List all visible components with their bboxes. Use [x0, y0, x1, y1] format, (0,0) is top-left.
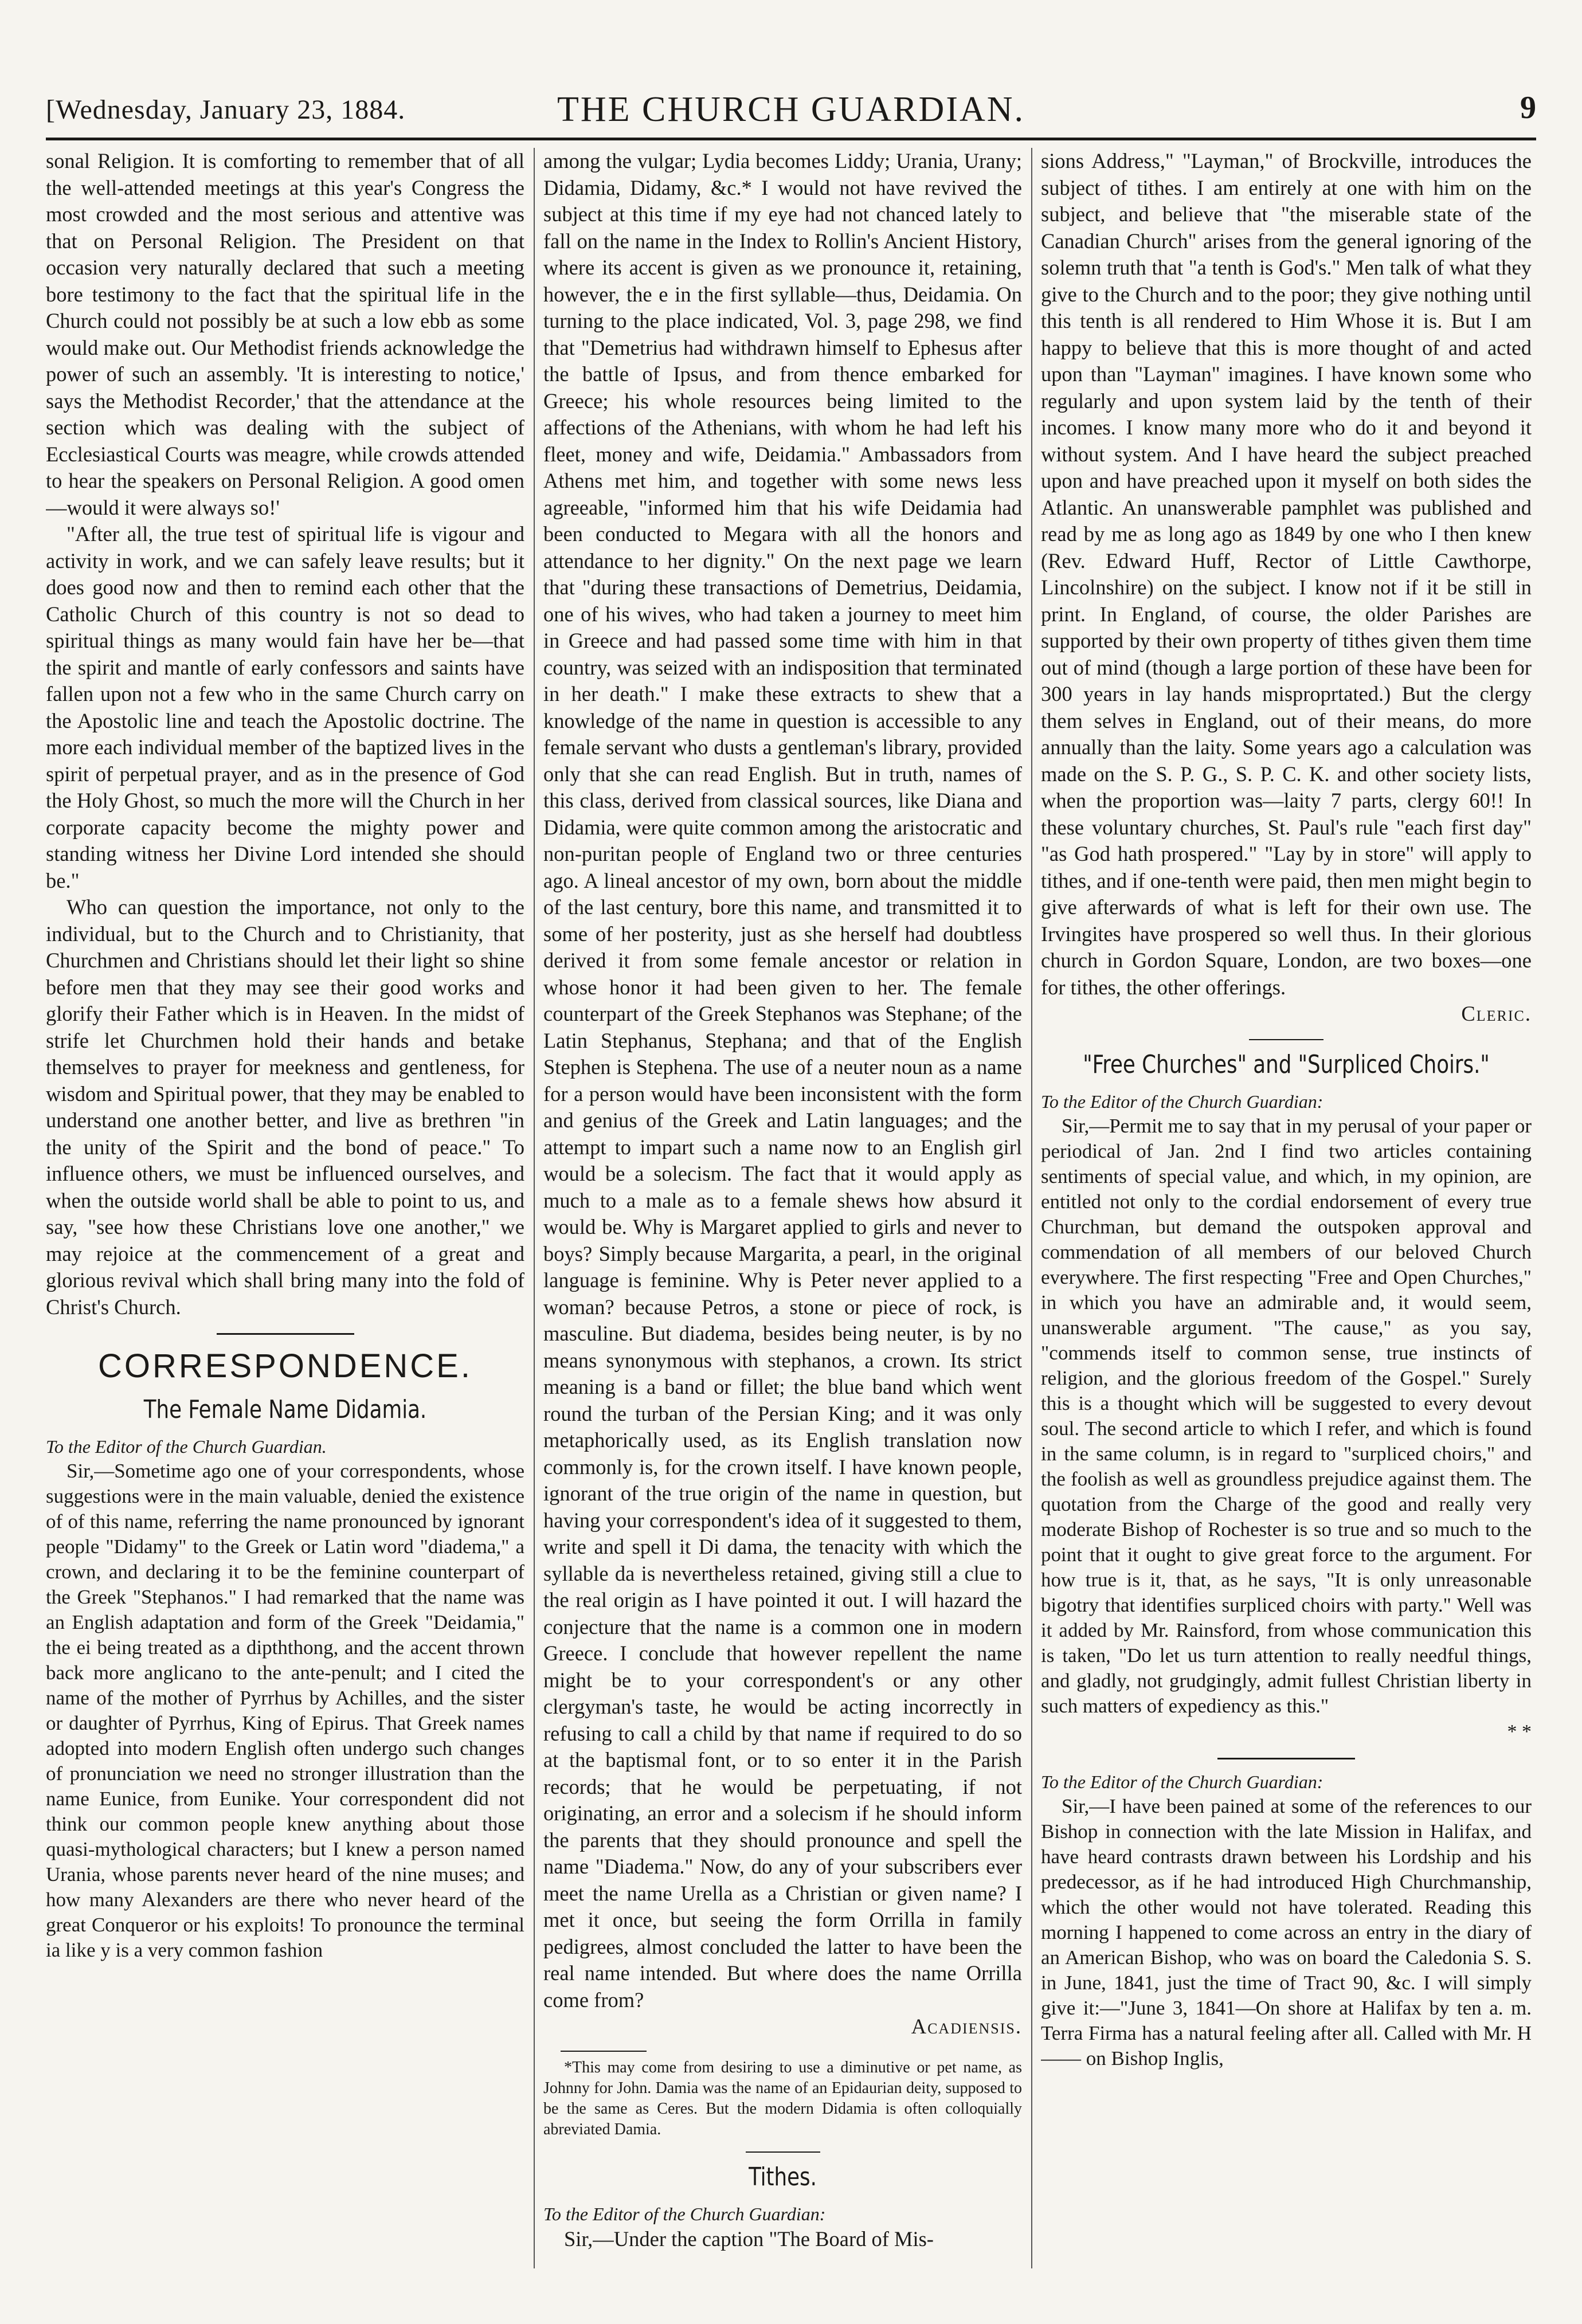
footnote-rule — [561, 2051, 647, 2052]
paragraph: "After all, the true test of spiritual life is vigour and activity in work, and we can safely leave results; but it does good now and then to remind each other that the Catholic Church of this country is not so dead to spiritual things as many would fain have her be—that the spirit and mantle of early confessors and saints have fallen upon not a few who in the same Church carry on the Apostolic line and teach the Apostolic doctrine. The more each individual member of the baptized lives in the spirit of perpetual prayer, and as in the presence of God the Holy Ghost, so much the more will the Church in her corporate capacity become the mighty power and standing witness her Divine Lord intended she should be." — [46, 522, 524, 892]
editor-address: To the Editor of the Church Guardian: — [1041, 1772, 1323, 1792]
column-divider — [1031, 148, 1032, 2268]
section-heading-correspondence: CORRESPONDENCE. — [98, 1347, 472, 1385]
paragraph: sonal Religion. It is comforting to remember that of all the well-attended meetings at this year's Congress the most crowded and the most serious and attentive was that on Personal Religion. The President on that occasion very naturally declared that such a meeting bore testimony to the fact that the spiritual life in the Church could not possibly be at such a low ebb as some would make out. Our Methodist friends acknowledge the power of such an assembly. 'It is interesting to notice,' says the Methodist Recorder,' that the attendance at the section which was dealing with the subject of Ecclesiastical Courts was meagre, while crowds attended to hear the speakers on Personal Religion. A good omen—would it were always so!' — [46, 149, 524, 519]
letter-body: Sir,—Permit me to say that in my perusal of your paper or periodical of Jan. 2nd I find two articles containing sentiments of special value, and which, in my opinion, are entitled not only to the cordial endorsement of every true Churchman, but demand the outspoken approval and commendation of all members of our beloved Church everywhere. The first respecting "Free and Open Churches," in which you have an admirable and, it would seem, unanswerable argument. "The cause," as you say, "commends itself to common sense, true instincts of religion, and the glorious freedom of the Gospel." Surely this is a thought which will be suggested to every devout soul. The second article to which I refer, and which is found in the same column, is in regard to "surpliced choirs," and the foolish as well as groundless prejudice against them. The quotation from the Charge of the good and really very moderate Bishop of Rochester is so true and so much to the point that it ought to give great force to the argument. For how true is it, that, as he says, "It is only unreasonable bigotry that identifies surpliced choirs with party." Well was it added by Mr. Rainsford, from whose communication this is taken, "Do let us turn attention to really needful things, and gladly, not grudgingly, admit fullest Christian liberty in such matters of expediency as this." — [1041, 1114, 1532, 1717]
column-3 — [1041, 148, 1532, 2268]
paragraph: among the vulgar; Lydia becomes Liddy; Urania, Urany; Didamia, Didamy, &c.* I would not have revived the subject at this time if my eye had not chanced lately to fall on the name in the Index to Rollin's Ancient History, where its accent is given as we pronounce it, retaining, however, the e in the first syllable—thus, Deidamia. On turning to the place indicated, Vol. 3, page 298, we find that "Demetrius had withdrawn himself to Ephesus after the battle of Ipsus, and from thence embarked for Greece; his whole resources being limited to the affections of the Athenians, with whom he had left his fleet, money and wife, Deidamia." Ambassadors from Athens met him, and together with some news less agreeable, "informed him that his wife Deidamia had been conducted to Megara with all the honors and attendance to her dignity." On the next page we learn that "during these transactions of Demetrius, Deidamia, one of his wives, who had taken a journey to meet him in Greece and had passed some time with him in that country, was seized with an indisposition that terminated in her death." I make these extracts to shew that a knowledge of the name in question is accessible to any female servant who dusts a gentleman's library, provided only that she can read English. But in truth, names of this class, derived from classical sources, like Diana and Didamia, were quite common among the aristocratic and non-puritan people of England two or three centuries ago. A lineal ancestor of my own, born about the middle of the last century, bore this name, and transmitted it to some of her posterity, just as she herself had doubtless derived it from some female ancestor or relation in whose honor it had been given to her. The female counterpart of the Greek Stephanos was Stephane; of the Latin Stephanus, Stephana; and that of the English Stephen is Stephena. The use of a neuter noun as a name for a person would have been inconsistent with the form and genius of the Greek and Latin languages; and the attempt to impart such a name now to an English girl would be a solecism. The fact that it would apply as much to a male as to a female shews how absurd it would be. Why is Margaret applied to girls and never to boys? Simply because Margarita, a pearl, in the original language is feminine. Why is Peter never applied to a woman? because Petros, a stone or piece of rock, is masculine. But diadema, besides being neuter, is by no means synonymous with stephanos, a crown. Its strict meaning is a band or fillet; the blue band which went round the turban of the Persian King; and it was only metaphorically used, as its English translation now commonly is, for the crown itself. I have known people, ignorant of the true origin of the name in question, but having your correspondent's idea of it suggested to them, write and spell it Di dama, the tenacity with which the syllable da is nevertheless retained, giving still a clue to the real origin as I have pointed it out. I will hazard the conjecture that the name is a common one in modern Greece. I conclude that however repellent the name might be to your correspondent's or any other clergyman's taste, he would be acting incorrectly in refusing to call a child by that name if required to do so at the baptismal font, or to so enter it in the Parish records; that he would be perpetuating, if not originating, an error and a solecism if he should inform the parents that they should pronounce and spell the name "Diadema." Now, do any of your subscribers ever meet the name Urella as a Christian or given name? I met it once, but seeing the form Orrilla in family pedigrees, almost concluded the latter to have been the real name intended. But where does the name Orrilla come from? — [543, 149, 1022, 2012]
divider-rule — [746, 2151, 820, 2153]
editor-address: To the Editor of the Church Guardian. — [46, 1436, 327, 1457]
divider-rule — [1249, 1039, 1323, 1040]
column-1 — [46, 148, 524, 2268]
editor-address: To the Editor of the Church Guardian: — [1041, 1091, 1323, 1112]
asterism: * * — [1507, 1721, 1532, 1742]
article-title-tithes: Tithes. — [749, 2162, 817, 2192]
newspaper-title: THE CHURCH GUARDIAN. — [557, 90, 1025, 129]
paragraph: sions Address," "Layman," of Brockville, introduces the subject of tithes. I am entirely at one with him on the subject, and believe that "the miserable state of the Canadian Church" arises from the general ignoring of the solemn truth that "a tenth is God's." Men talk of what they give to the Church and to the poor; they give nothing until this tenth is all rendered to Him Whose it is. But I am happy to believe that this is more thought of and acted upon than "Layman" imagines. I have known some who regularly and upon system laid by the tenth of their incomes. I know many more who do it and beyond it without system. And I have heard the subject preached upon and have preached upon it myself on both sides the Atlantic. An unanswerable pamphlet was published and read by me as long ago as 1849 by one who I then knew (Rev. Edward Huff, Rector of Little Cawthorpe, Lincolnshire) on the subject. I know not if it be still in print. In England, of course, the older Parishes are supported by their own property of tithes given them time out of mind (though a large portion of these have been for 300 years in lay hands misproprtated.) But the clergy them selves in England, out of their means, do more annually than the laity. Some years ago a calculation was made on the S. P. G., S. P. C. K. and other society lists, when the proportion was—laity 7 parts, clergy 60!! In these voluntary churches, St. Paul's rule "each first day" "as God hath prospered." "Lay by in store" will apply to tithes, and if one-tenth were paid, then men might begin to give afterwards of what is left for their own use. The Irvingites have prospered so well thus. In their glorious church in Gordon Square, London, are two boxes—one for tithes, the other offerings. — [1041, 149, 1532, 999]
letter-body: Sir,—I have been pained at some of the references to our Bishop in connection with the late Mission in Halifax, and have heard contrasts drawn between his Lordship and his predecessor, as if he had introduced High Churchmanship, which the other would not have tolerated. Reading this morning I happened to come across an entry in the diary of an American Bishop, who was on board the Caledonia S. S. in June, 1841, just the time of Tract 90, &c. I will simply give it:—"June 3, 1841—On shore at Halifax by ten a. m. Terra Firma has a natural feeling after all. Called with Mr. H—— on Bishop Inglis, — [1041, 1795, 1532, 2070]
editor-address: To the Editor of the Church Guardian: — [543, 2203, 826, 2224]
paragraph: Who can question the importance, not only to the individual, but to the Church and to Christianity, that Churchmen and Christians should let their light so shine before men that they may see their good works and glorify their Father which is in Heaven. In the midst of strife let Churchmen hold their hands and betake themselves to prayer for meekness and gentleness, for wisdom and Spiritual power, that they may be enabled to understand one another better, and live as brethren "in the unity of the Spirit and the bond of peace." To influence others, we must be influenced ourselves, and when the outside world shall be able to point to us, and say, "see how these Christians love one another," we may rejoice at the commencement of a great and glorious revival which shall bring many into the fold of Christ's Church. — [46, 895, 524, 1319]
divider-rule — [1217, 1758, 1355, 1759]
issue-date: [Wednesday, January 23, 1884. — [46, 95, 406, 125]
page-number: 9 — [1520, 90, 1536, 126]
signature-cleric: Cleric. — [1461, 1002, 1532, 1025]
divider-rule — [217, 1333, 354, 1335]
page-header — [46, 86, 1536, 140]
footnote: *This may come from desiring to use a diminutive or pet name, as Johnny for John. Damia was the name of an Epidaurian deity, supposed to be the same as Ceres. But the modern Didamia is often colloquially abreviated Damia. — [543, 2058, 1022, 2138]
signature-acadiensis: Acadiensis. — [911, 2015, 1022, 2038]
article-title-free-churches: "Free Churches" and "Surpliced Choirs." — [1083, 1049, 1490, 1079]
article-title-didamia: The Female Name Didamia. — [143, 1395, 427, 1424]
column-divider — [534, 148, 535, 2268]
column-2 — [543, 148, 1022, 2268]
letter-body: Sir,—Sometime ago one of your correspondents, whose suggestions were in the main valuable, denied the existence of of this name, referring the name pronounced by ignorant people "Didamy" to the Greek or Latin word "diadema," a crown, and declaring it to be the feminine counterpart of the Greek "Stephanos." I had remarked that the name was an English adaptation and form of the Greek "Deidamia," the ei being treated as a dipththong, and the accent thrown back more anglicano to the ante-penult; and I cited the name of the mother of Pyrrhus by Achilles, and the sister or daughter of Pyrrhus, King of Epirus. That Greek names adopted into modern English often undergo such changes of pronunciation we need no stronger illustration than the name Eunice, from Eunike. Your correspondent did not think our common people knew anything about those quasi-mythological characters; but I knew a person named Urania, whose parents never heard of the nine muses; and how many Alexanders are there who never heard of the great Conqueror or his exploits! To pronounce the terminal ia like y is a very common fashion — [46, 1460, 524, 1961]
paragraph: Sir,—Under the caption "The Board of Mis- — [564, 2227, 934, 2251]
